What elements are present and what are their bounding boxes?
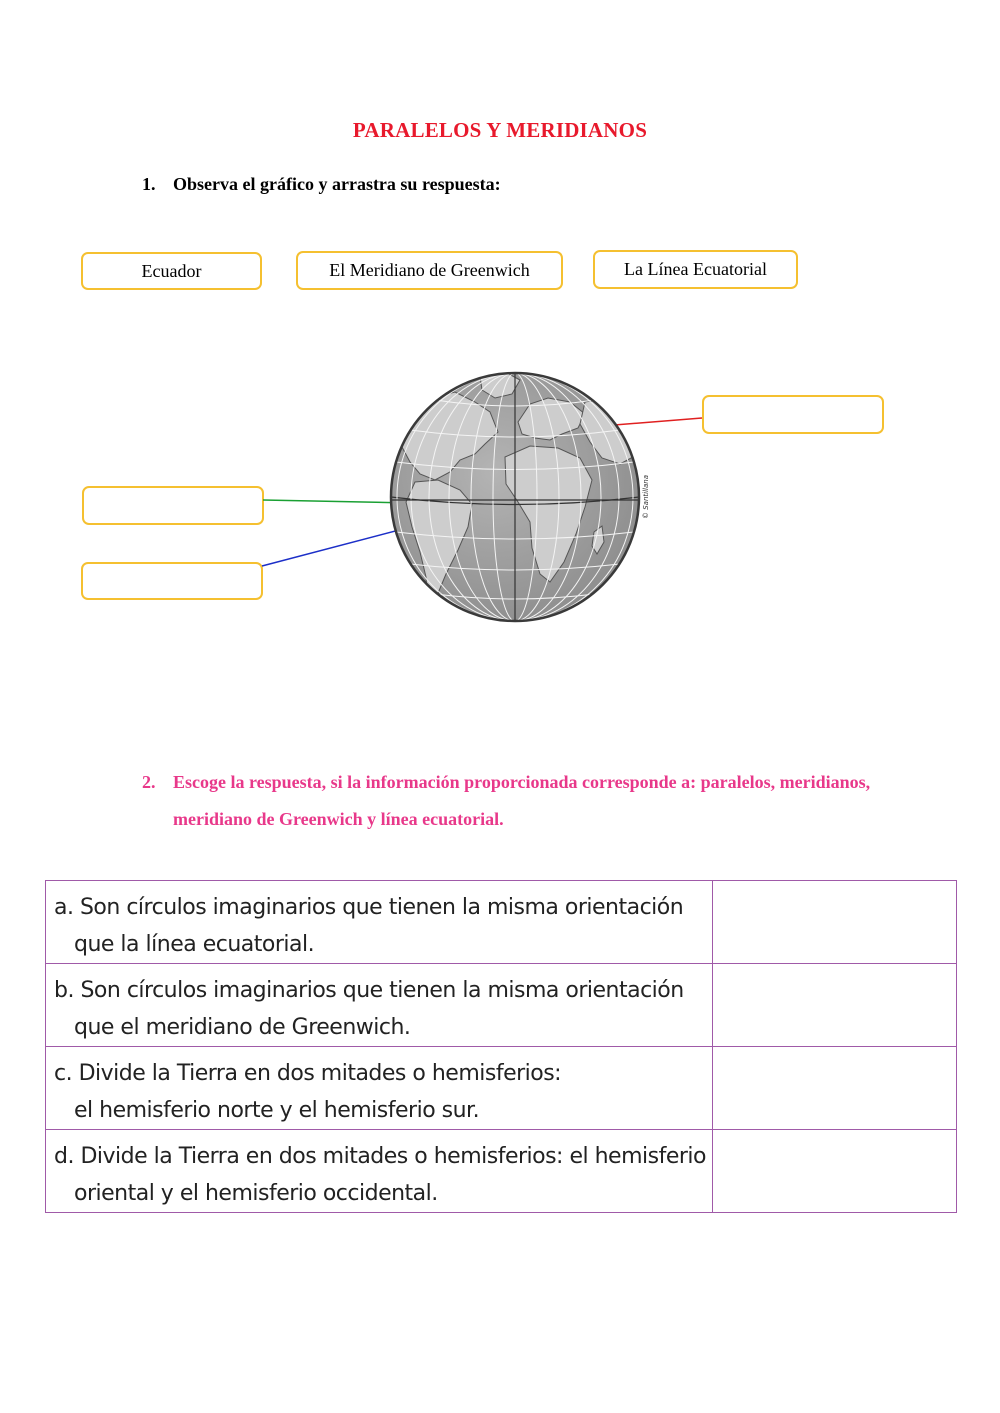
answer-cell-b[interactable] — [712, 964, 956, 1047]
table-row — [46, 1047, 957, 1130]
statement-line: oriental y el hemisferio occidental. — [74, 1181, 438, 1206]
question-2 — [142, 764, 882, 838]
statement-line: a. Son círculos imaginarios que tienen la misma orientación — [54, 895, 684, 920]
drop-target-greenwich[interactable] — [702, 395, 884, 434]
drop-target-equator[interactable] — [81, 562, 263, 600]
answer-cell-c[interactable] — [712, 1047, 956, 1130]
globe-svg — [380, 362, 660, 642]
table-row — [46, 964, 957, 1047]
table-row — [46, 881, 957, 964]
question-2-number: 2. — [142, 772, 156, 792]
page-title: PARALELOS Y MERIDIANOS — [352, 118, 648, 142]
question-1-number: 1. — [142, 174, 156, 194]
statement-line: el hemisferio norte y el hemisferio sur. — [74, 1098, 480, 1123]
globe-illustration — [380, 362, 660, 642]
globe-credit: © Santillana — [642, 475, 650, 519]
statement-d — [46, 1130, 713, 1213]
statement-c — [46, 1047, 713, 1130]
statement-a — [46, 881, 713, 964]
question-1 — [142, 174, 501, 195]
chip-ecuador[interactable]: Ecuador — [81, 252, 262, 290]
statement-b — [46, 964, 713, 1047]
drop-target-ecuador[interactable] — [82, 486, 264, 525]
question-2-text: Escoge la respuesta, si la información proporcionada corresponde a: paralelos, meridianos, meridiano de Greenwich y línea ecuatorial. — [173, 772, 871, 829]
statement-line: que la línea ecuatorial. — [74, 932, 315, 957]
question-1-text: Observa el gráfico y arrastra su respuesta: — [173, 174, 501, 194]
chip-linea-ecuatorial[interactable]: La Línea Ecuatorial — [593, 250, 798, 289]
statements-table — [45, 880, 957, 1213]
answer-cell-a[interactable] — [712, 881, 956, 964]
table-row — [46, 1130, 957, 1213]
answer-cell-d[interactable] — [712, 1130, 956, 1213]
chip-meridiano-greenwich[interactable]: El Meridiano de Greenwich — [296, 251, 563, 290]
statement-line: que el meridiano de Greenwich. — [74, 1015, 411, 1040]
statement-line: b. Son círculos imaginarios que tienen la misma orientación — [54, 978, 684, 1003]
statement-line: c. Divide la Tierra en dos mitades o hemisferios: — [54, 1061, 562, 1086]
statement-line: d. Divide la Tierra en dos mitades o hemisferios: el hemisferio — [54, 1144, 706, 1169]
